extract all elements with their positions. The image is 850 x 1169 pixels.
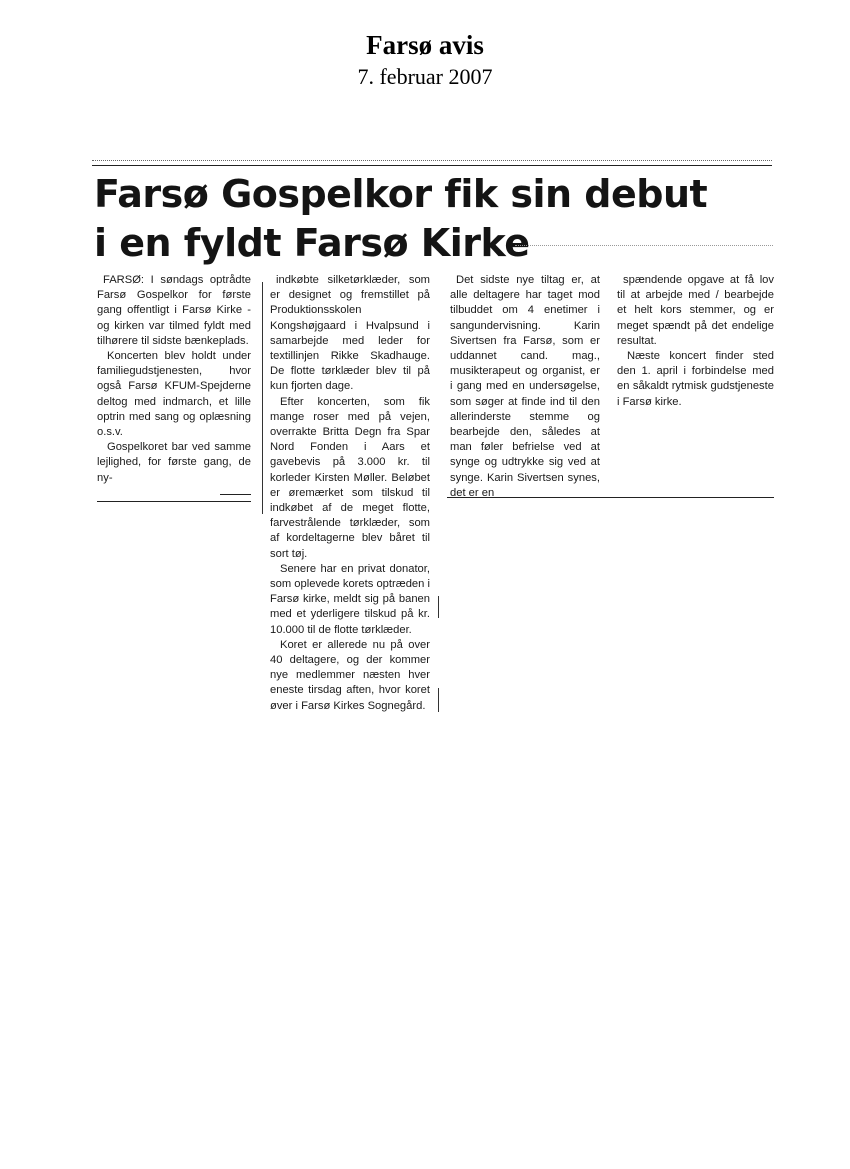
publication-date: 7. februar 2007 — [357, 64, 493, 89]
article-headline — [94, 170, 774, 268]
paragraph: Koret er allerede nu på over 40 deltagere, og der kommer nye medlemmer næsten hver eneste tirsdag aften, hvor koret øver i Farsø Kirkes Sognegård. — [270, 638, 430, 712]
column-1-short-rule — [220, 494, 251, 495]
top-rule-dotted — [92, 160, 772, 161]
paragraph: indkøbte silketørklæder, som er designet og fremstillet på Produktionsskolen Kongshøjgaard i Hvalpsund i samarbejde med leder for textillinjen Rikke Skadhauge. De flotte tørklæder blev til på kun fjorten dage. — [270, 274, 430, 393]
article-column-3 — [450, 273, 600, 501]
column-3-end-rule — [447, 497, 607, 498]
paragraph: Det sidste nye tiltag er, at alle deltagere har taget mod tilbuddet om 4 enetimer i sangundervisning. Karin Sivertsen fra Farsø, som er uddannet cand. mag., musikterapeut og organist, er i gang med en undersøgelse, som søger at finde ind til den allerinderste stemme og bearbejde den, således at man føler befrielse ved at synge og udtrykke sig ved at synge. Karin Sivertsen synes, det er en — [450, 274, 600, 499]
column-separator — [438, 596, 439, 618]
article-column-1 — [97, 273, 251, 486]
column-separator — [438, 688, 439, 712]
paragraph: Efter koncerten, som fik mange roser med på vejen, overrakte Britta Degn fra Spar Nord Fonden i Aars et gavebevis på 3.000 kr. til korleder Kirsten Møller. Beløbet er øremærket som tilskud til indkøbet af de meget flotte, farvestrålende tørklæder, som af kordeltagerne blev båret til sort tøj. — [270, 395, 430, 560]
publication-name: Farsø avis — [366, 30, 484, 60]
column-4-end-rule — [607, 497, 774, 498]
top-rule — [92, 165, 772, 166]
paragraph: spændende opgave at få lov til at arbejde med / bearbejde et helt kors stemmer, og er meget spændt på det endelige resultat. — [617, 274, 774, 347]
headline-scan-speck — [515, 245, 773, 246]
article-column-4 — [617, 273, 774, 410]
paragraph: Koncerten blev holdt under familiegudstjenesten, hvor også Farsø KFUM-Spejderne deltog med indmarch, et lille optrin med sang og oplæsning o.s.v. — [97, 350, 251, 439]
column-1-end-rule — [97, 501, 251, 502]
paragraph: Senere har en privat donator, som oplevede korets optræden i Farsø kirke, meldt sig på banen med et yderligere tilskud på kr. 10.000 til de flotte tørklæder. — [270, 562, 430, 636]
column-separator — [262, 282, 263, 514]
headline-line-1: Farsø Gospelkor fik sin debut — [94, 172, 708, 216]
paragraph: Næste koncert finder sted den 1. april i forbindelse med en såkaldt rytmisk gudstjeneste i Farsø kirke. — [617, 350, 774, 408]
paragraph: Gospelkoret bar ved samme lejlighed, for første gang, de ny- — [97, 441, 251, 484]
headline-line-2: i en fyldt Farsø Kirke — [94, 221, 530, 265]
paragraph: FARSØ: I søndags optrådte Farsø Gospelkor for første gang offentligt i Farsø Kirke - og kirken var tilmed fyldt med tilhørere til sidste bænkeplads. — [97, 274, 251, 347]
article-column-2 — [270, 273, 430, 714]
